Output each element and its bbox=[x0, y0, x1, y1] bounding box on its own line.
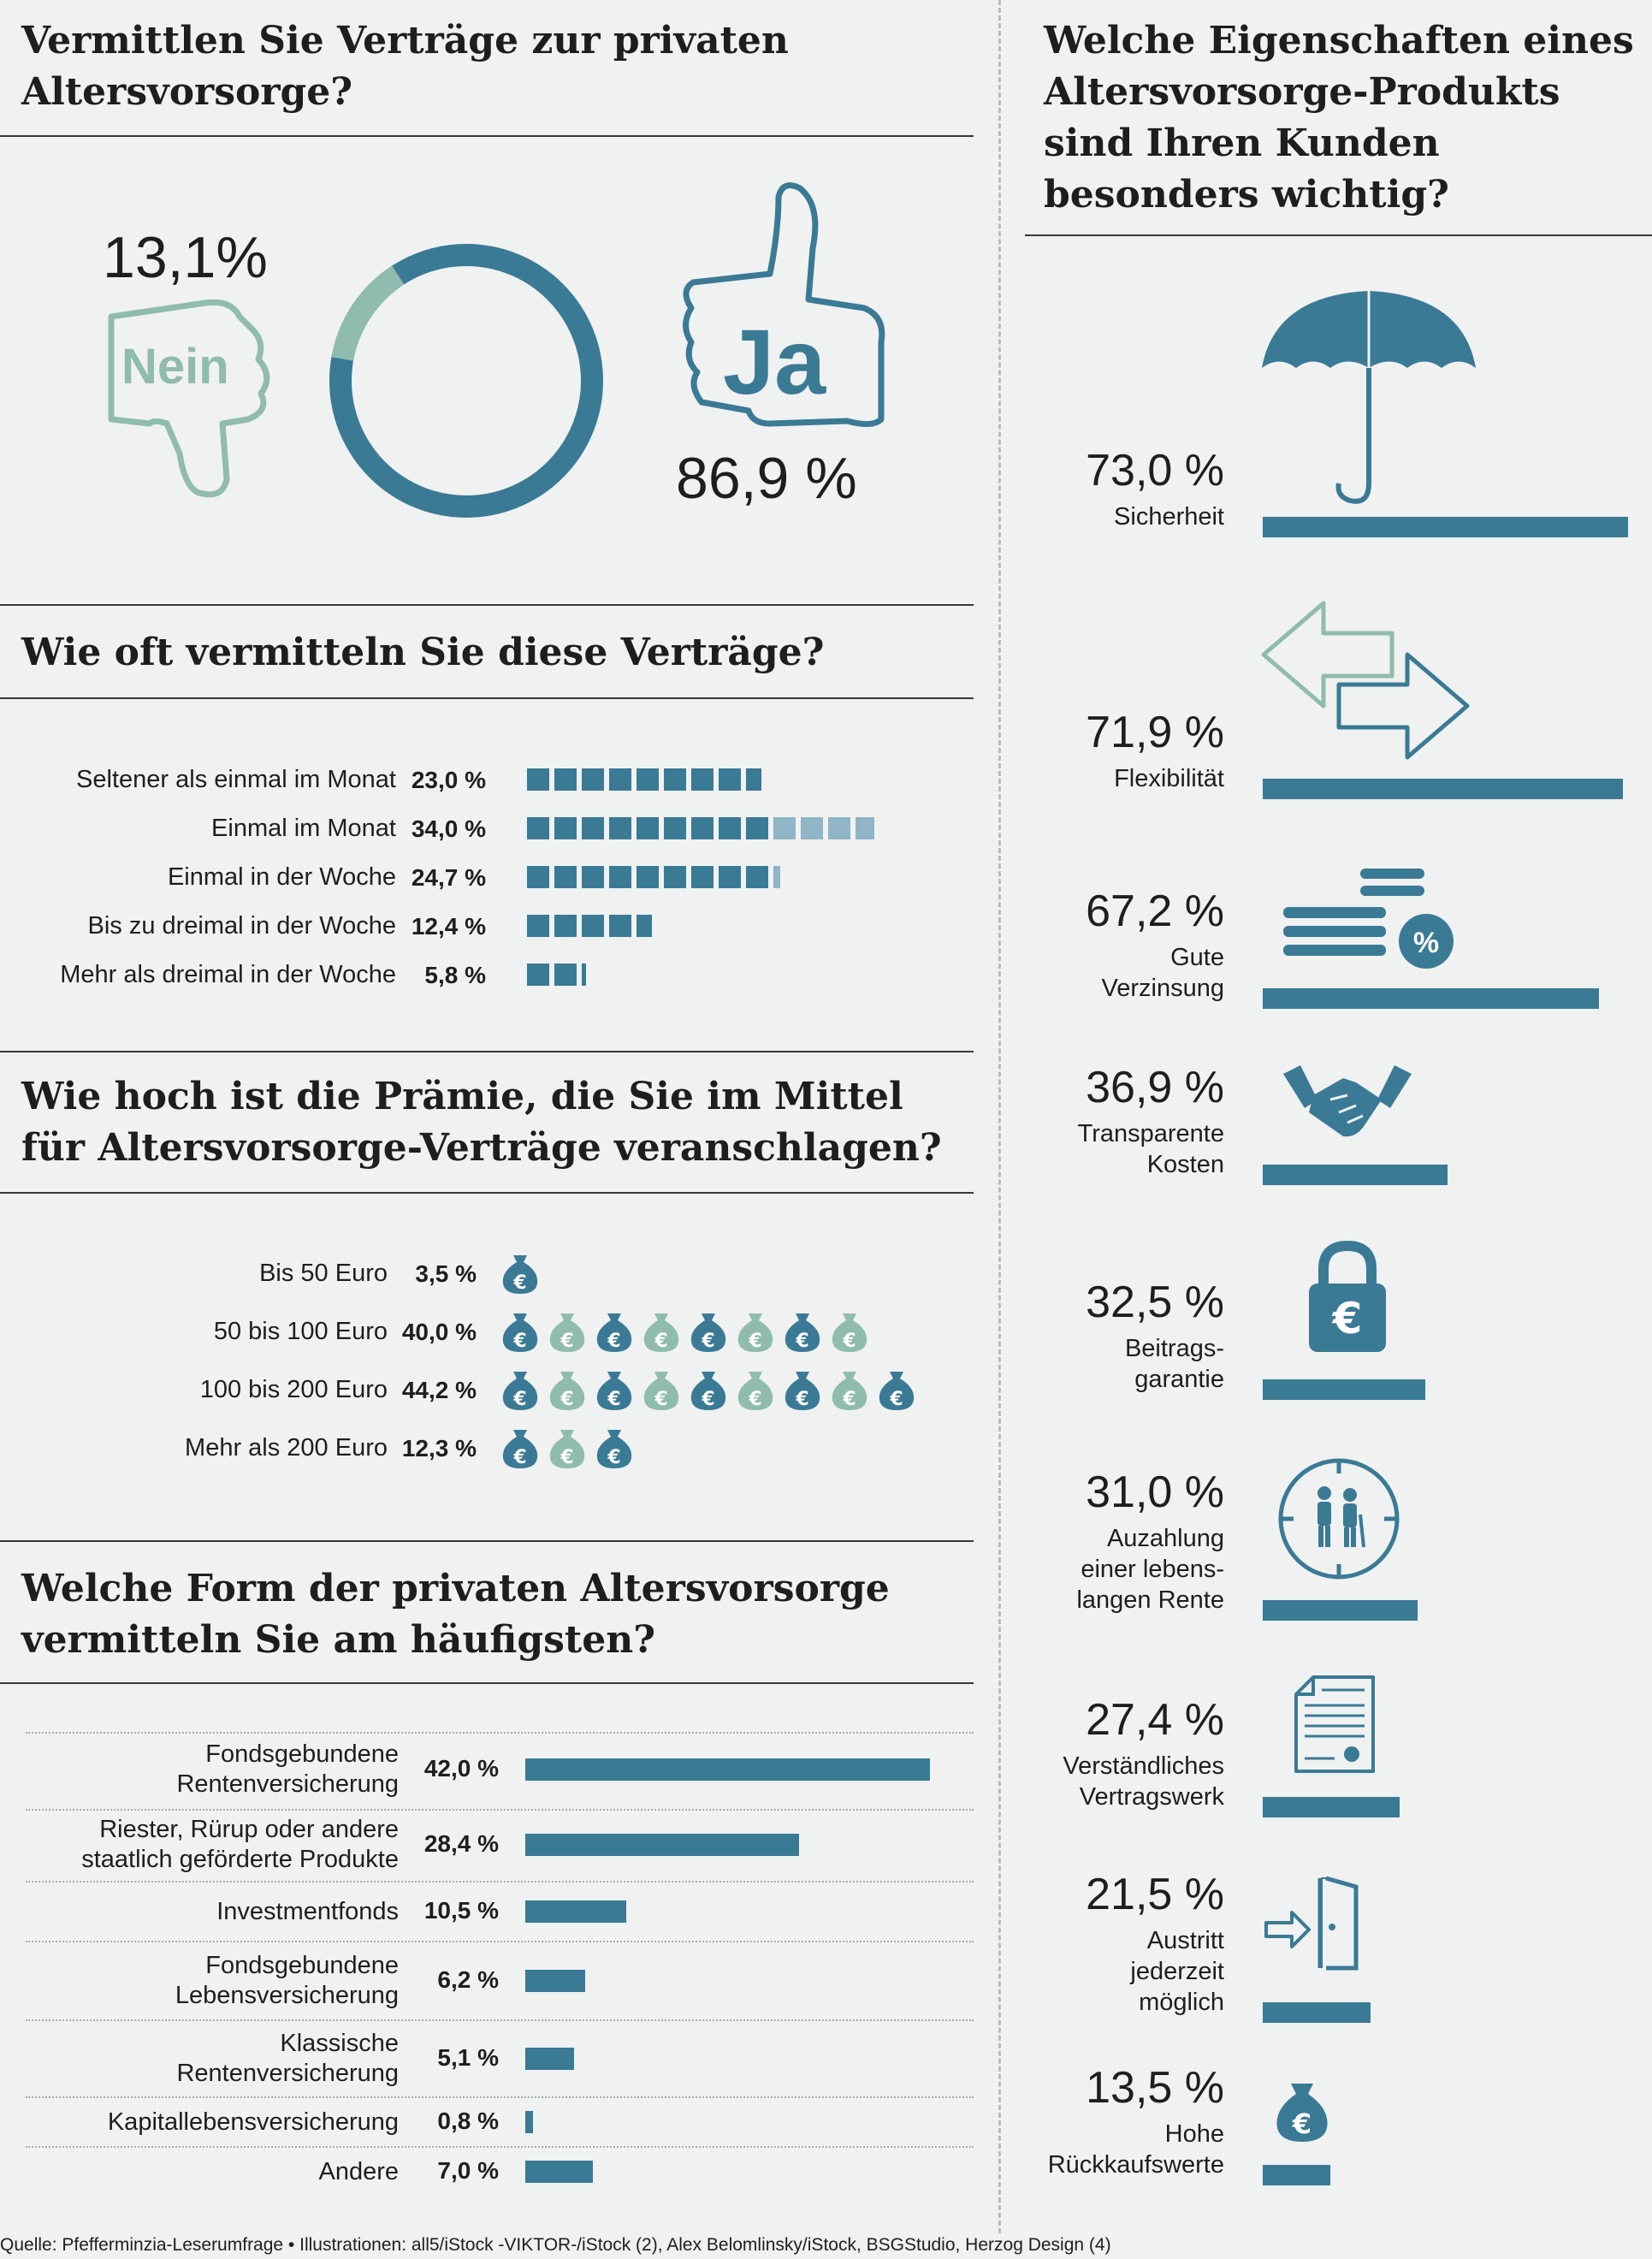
property-bar bbox=[1263, 1797, 1400, 1817]
premium-label: 100 bis 200 Euro bbox=[199, 1376, 388, 1403]
euro-bag-icon bbox=[831, 1369, 868, 1412]
form-value: 0,8 % bbox=[437, 2108, 499, 2134]
umbrella-icon bbox=[1258, 287, 1480, 509]
frequency-unit bbox=[609, 915, 631, 937]
svg-text:€: € bbox=[843, 1389, 856, 1410]
euro-bag-icon bbox=[784, 1369, 821, 1412]
form-label: Kapitallebensversicherung bbox=[107, 2108, 399, 2136]
frequency-unit bbox=[746, 768, 761, 791]
property-label: Hohe Rückkaufswerte bbox=[1047, 2120, 1224, 2179]
q2-title: Wie oft vermitteln Sie diese Verträge? bbox=[21, 631, 825, 674]
property-label: Gute Verzinsung bbox=[1101, 944, 1224, 1002]
frequency-unit bbox=[637, 768, 659, 791]
premium-value: 3,5 % bbox=[415, 1260, 477, 1287]
svg-text:€: € bbox=[702, 1331, 715, 1352]
property-label: Austritt jederzeit möglich bbox=[1130, 1927, 1224, 2016]
column-divider bbox=[998, 0, 1001, 2233]
frequency-unit bbox=[691, 768, 713, 791]
property-label: Sicherheit bbox=[1114, 503, 1224, 531]
frequency-unit bbox=[746, 817, 768, 839]
form-bar bbox=[525, 2111, 533, 2133]
q3-title: Wie hoch ist die Prämie, die Sie im Mittel für Altersvorsorge-Verträge veranschlagen? bbox=[21, 1075, 942, 1170]
property-value: 13,5 % bbox=[1086, 2063, 1224, 2113]
svg-text:€: € bbox=[843, 1331, 856, 1352]
frequency-unit bbox=[527, 915, 549, 937]
frequency-unit bbox=[527, 768, 549, 791]
euro-bag-icon bbox=[642, 1311, 680, 1354]
property-value: 32,5 % bbox=[1086, 1278, 1224, 1327]
euro-bag-icon bbox=[642, 1369, 680, 1412]
money-bag-icon bbox=[1272, 2075, 1332, 2143]
property-bar bbox=[1263, 1379, 1425, 1400]
frequency-unit bbox=[801, 817, 823, 839]
svg-text:€: € bbox=[560, 1389, 574, 1410]
svg-text:€: € bbox=[607, 1331, 621, 1352]
frequency-unit bbox=[554, 963, 577, 986]
svg-text:€: € bbox=[749, 1389, 762, 1410]
ja-label: Ja bbox=[723, 310, 826, 413]
frequency-value: 34,0 % bbox=[411, 815, 486, 842]
frequency-unit bbox=[746, 866, 768, 888]
premium-label: 50 bis 100 Euro bbox=[213, 1318, 388, 1345]
euro-bag-icon bbox=[548, 1311, 586, 1354]
frequency-unit bbox=[609, 866, 631, 888]
right-title: Welche Eigenschaften eines Altersvorsorge-Produkts sind Ihren Kunden besonders wichtig? bbox=[1044, 19, 1634, 216]
frequency-value: 23,0 % bbox=[411, 767, 486, 793]
frequency-unit bbox=[527, 963, 549, 986]
form-label: Riester, Rürup oder andere staatlich geförderte Produkte bbox=[81, 1816, 399, 1873]
frequency-unit bbox=[554, 817, 577, 839]
row-separator bbox=[26, 2096, 974, 2098]
euro-bag-icon bbox=[737, 1369, 774, 1412]
property-bar bbox=[1263, 1165, 1448, 1185]
source-note: Quelle: Pfefferminzia-Leserumfrage • Illustrationen: all5/iStock -VIKTOR-/iStock (2), Alex Belomlinsky/iStock, BSGStudio, Herzog Design (4) bbox=[0, 2235, 1111, 2255]
form-label: Klassische Rentenversicherung bbox=[176, 2030, 399, 2087]
frequency-unit bbox=[719, 866, 741, 888]
svg-text:€: € bbox=[513, 1447, 527, 1468]
row-separator bbox=[26, 2019, 974, 2021]
frequency-unit bbox=[554, 866, 577, 888]
frequency-unit bbox=[582, 963, 586, 986]
thumbs-up-icon bbox=[676, 180, 890, 436]
frequency-unit bbox=[719, 768, 741, 791]
q3-rule bbox=[0, 1192, 974, 1194]
flexibility-arrows-icon bbox=[1262, 599, 1476, 770]
handshake-icon bbox=[1279, 1061, 1416, 1147]
form-label: Investmentfonds bbox=[216, 1897, 399, 1925]
form-value: 28,4 % bbox=[423, 1830, 499, 1857]
property-bar bbox=[1263, 779, 1623, 799]
q1-rule bbox=[0, 135, 974, 137]
property-bar bbox=[1263, 2165, 1330, 2185]
euro-bag-icon bbox=[595, 1369, 633, 1412]
row-separator bbox=[26, 1732, 974, 1734]
donut-slice-nein bbox=[342, 275, 398, 359]
premium-label: Mehr als 200 Euro bbox=[185, 1434, 388, 1462]
frequency-unit bbox=[582, 768, 604, 791]
frequency-unit bbox=[582, 866, 604, 888]
svg-text:€: € bbox=[560, 1331, 574, 1352]
property-label: Flexibilität bbox=[1114, 765, 1224, 792]
frequency-unit bbox=[637, 915, 652, 937]
form-bar bbox=[525, 1758, 930, 1781]
svg-text:€: € bbox=[702, 1389, 715, 1410]
svg-text:€: € bbox=[560, 1447, 574, 1468]
right-rule bbox=[1025, 234, 1652, 236]
svg-text:€: € bbox=[654, 1389, 668, 1410]
form-label: Fondsgebundene Rentenversicherung bbox=[176, 1740, 399, 1798]
frequency-unit bbox=[691, 866, 713, 888]
svg-text:€: € bbox=[749, 1331, 762, 1352]
contract-document-icon bbox=[1292, 1673, 1377, 1776]
svg-text:€: € bbox=[796, 1331, 809, 1352]
q4-title: Welche Form der privaten Altersvorsorge vermitteln Sie am häufigsten? bbox=[21, 1567, 890, 1662]
frequency-unit bbox=[609, 768, 631, 791]
frequency-unit bbox=[637, 866, 659, 888]
form-value: 42,0 % bbox=[423, 1755, 499, 1782]
euro-bag-icon bbox=[501, 1427, 539, 1470]
frequency-label: Einmal in der Woche bbox=[167, 863, 396, 891]
euro-bag-icon bbox=[831, 1311, 868, 1354]
euro-bag-icon bbox=[878, 1369, 909, 1412]
q2-top-rule bbox=[0, 604, 974, 606]
euro-bag-icon bbox=[690, 1369, 727, 1412]
frequency-label: Einmal im Monat bbox=[211, 815, 396, 842]
frequency-unit bbox=[637, 817, 659, 839]
property-value: 73,0 % bbox=[1086, 446, 1224, 495]
premium-value: 40,0 % bbox=[401, 1319, 477, 1345]
euro-bag-icon bbox=[501, 1253, 528, 1296]
premium-label: Bis 50 Euro bbox=[259, 1260, 388, 1287]
donut-chart bbox=[317, 231, 616, 531]
frequency-unit bbox=[664, 817, 686, 839]
svg-text:€: € bbox=[1332, 1294, 1363, 1343]
frequency-unit bbox=[582, 915, 604, 937]
row-separator bbox=[26, 1881, 974, 1882]
svg-text:€: € bbox=[513, 1389, 527, 1410]
euro-bag-icon bbox=[548, 1369, 586, 1412]
property-label: Beitrags- garantie bbox=[1124, 1335, 1224, 1393]
svg-text:€: € bbox=[1292, 2108, 1312, 2140]
frequency-value: 12,4 % bbox=[411, 913, 486, 940]
form-label: Fondsgebundene Lebensversicherung bbox=[175, 1952, 399, 2009]
q2-rule bbox=[0, 697, 974, 699]
property-label: Transparente Kosten bbox=[1077, 1120, 1224, 1178]
euro-bag-icon bbox=[595, 1427, 621, 1470]
frequency-unit bbox=[582, 817, 604, 839]
svg-text:€: € bbox=[796, 1389, 809, 1410]
thumbs-down-icon bbox=[103, 282, 282, 505]
property-bar bbox=[1263, 2002, 1371, 2023]
coins-percent-icon bbox=[1279, 864, 1467, 975]
property-value: 36,9 % bbox=[1086, 1063, 1224, 1112]
svg-text:€: € bbox=[607, 1389, 621, 1410]
svg-text:€: € bbox=[513, 1272, 527, 1294]
svg-text:%: % bbox=[1412, 927, 1440, 959]
q4-top-rule bbox=[0, 1540, 974, 1542]
frequency-label: Bis zu dreimal in der Woche bbox=[87, 912, 396, 940]
property-value: 67,2 % bbox=[1086, 886, 1224, 936]
frequency-unit bbox=[828, 817, 850, 839]
svg-text:€: € bbox=[513, 1331, 527, 1352]
clock-retirees-icon bbox=[1275, 1455, 1403, 1583]
property-value: 71,9 % bbox=[1086, 708, 1224, 757]
nein-label: Nein bbox=[121, 339, 229, 394]
form-bar bbox=[525, 1834, 799, 1856]
form-label: Andere bbox=[318, 2157, 399, 2185]
frequency-unit bbox=[527, 866, 549, 888]
frequency-unit bbox=[664, 866, 686, 888]
euro-bag-icon bbox=[501, 1369, 539, 1412]
property-bar bbox=[1263, 517, 1628, 537]
svg-text:€: € bbox=[654, 1331, 668, 1352]
premium-value: 44,2 % bbox=[401, 1377, 477, 1403]
frequency-unit bbox=[554, 768, 577, 791]
frequency-unit bbox=[773, 866, 780, 888]
form-bar bbox=[525, 2161, 593, 2183]
property-label: Verständliches Vertragswerk bbox=[1063, 1752, 1224, 1811]
euro-bag-icon bbox=[784, 1311, 821, 1354]
property-value: 21,5 % bbox=[1086, 1870, 1224, 1919]
frequency-value: 24,7 % bbox=[411, 864, 486, 891]
frequency-unit bbox=[719, 817, 741, 839]
row-separator bbox=[26, 1941, 974, 1942]
row-separator bbox=[26, 1809, 974, 1811]
svg-text:€: € bbox=[890, 1389, 903, 1410]
form-value: 10,5 % bbox=[423, 1897, 499, 1924]
property-value: 31,0 % bbox=[1086, 1467, 1224, 1517]
frequency-label: Mehr als dreimal in der Woche bbox=[60, 961, 396, 988]
euro-bag-icon bbox=[501, 1311, 539, 1354]
frequency-unit bbox=[609, 817, 631, 839]
frequency-unit bbox=[856, 817, 874, 839]
form-value: 6,2 % bbox=[437, 1966, 499, 1993]
property-label: Auzahlung einer lebens- langen Rente bbox=[1076, 1525, 1224, 1614]
frequency-label: Seltener als einmal im Monat bbox=[76, 766, 396, 793]
property-bar bbox=[1263, 1600, 1418, 1621]
frequency-unit bbox=[554, 915, 577, 937]
form-bar bbox=[525, 2048, 574, 2070]
euro-bag-icon bbox=[690, 1311, 727, 1354]
nein-percent: 13,1% bbox=[103, 225, 268, 290]
row-separator bbox=[26, 2146, 974, 2148]
euro-bag-icon bbox=[548, 1427, 586, 1470]
form-value: 5,1 % bbox=[437, 2044, 499, 2071]
euro-bag-icon bbox=[737, 1311, 774, 1354]
property-bar bbox=[1263, 988, 1599, 1009]
frequency-value: 5,8 % bbox=[424, 962, 486, 988]
frequency-unit bbox=[664, 768, 686, 791]
exit-door-icon bbox=[1262, 1874, 1365, 1977]
frequency-unit bbox=[773, 817, 796, 839]
form-bar bbox=[525, 1970, 585, 1992]
form-bar bbox=[525, 1900, 626, 1923]
q3-top-rule bbox=[0, 1051, 974, 1052]
euro-bag-icon bbox=[595, 1311, 633, 1354]
form-value: 7,0 % bbox=[437, 2157, 499, 2184]
svg-text:€: € bbox=[607, 1447, 621, 1468]
padlock-euro-icon bbox=[1305, 1239, 1390, 1355]
q4-rule bbox=[0, 1682, 974, 1684]
premium-value: 12,3 % bbox=[401, 1435, 477, 1462]
property-value: 27,4 % bbox=[1086, 1695, 1224, 1745]
ja-percent: 86,9 % bbox=[676, 446, 857, 511]
q1-title: Vermittlen Sie Verträge zur privaten Altersvorsorge? bbox=[21, 19, 789, 114]
frequency-unit bbox=[691, 817, 713, 839]
frequency-unit bbox=[527, 817, 549, 839]
